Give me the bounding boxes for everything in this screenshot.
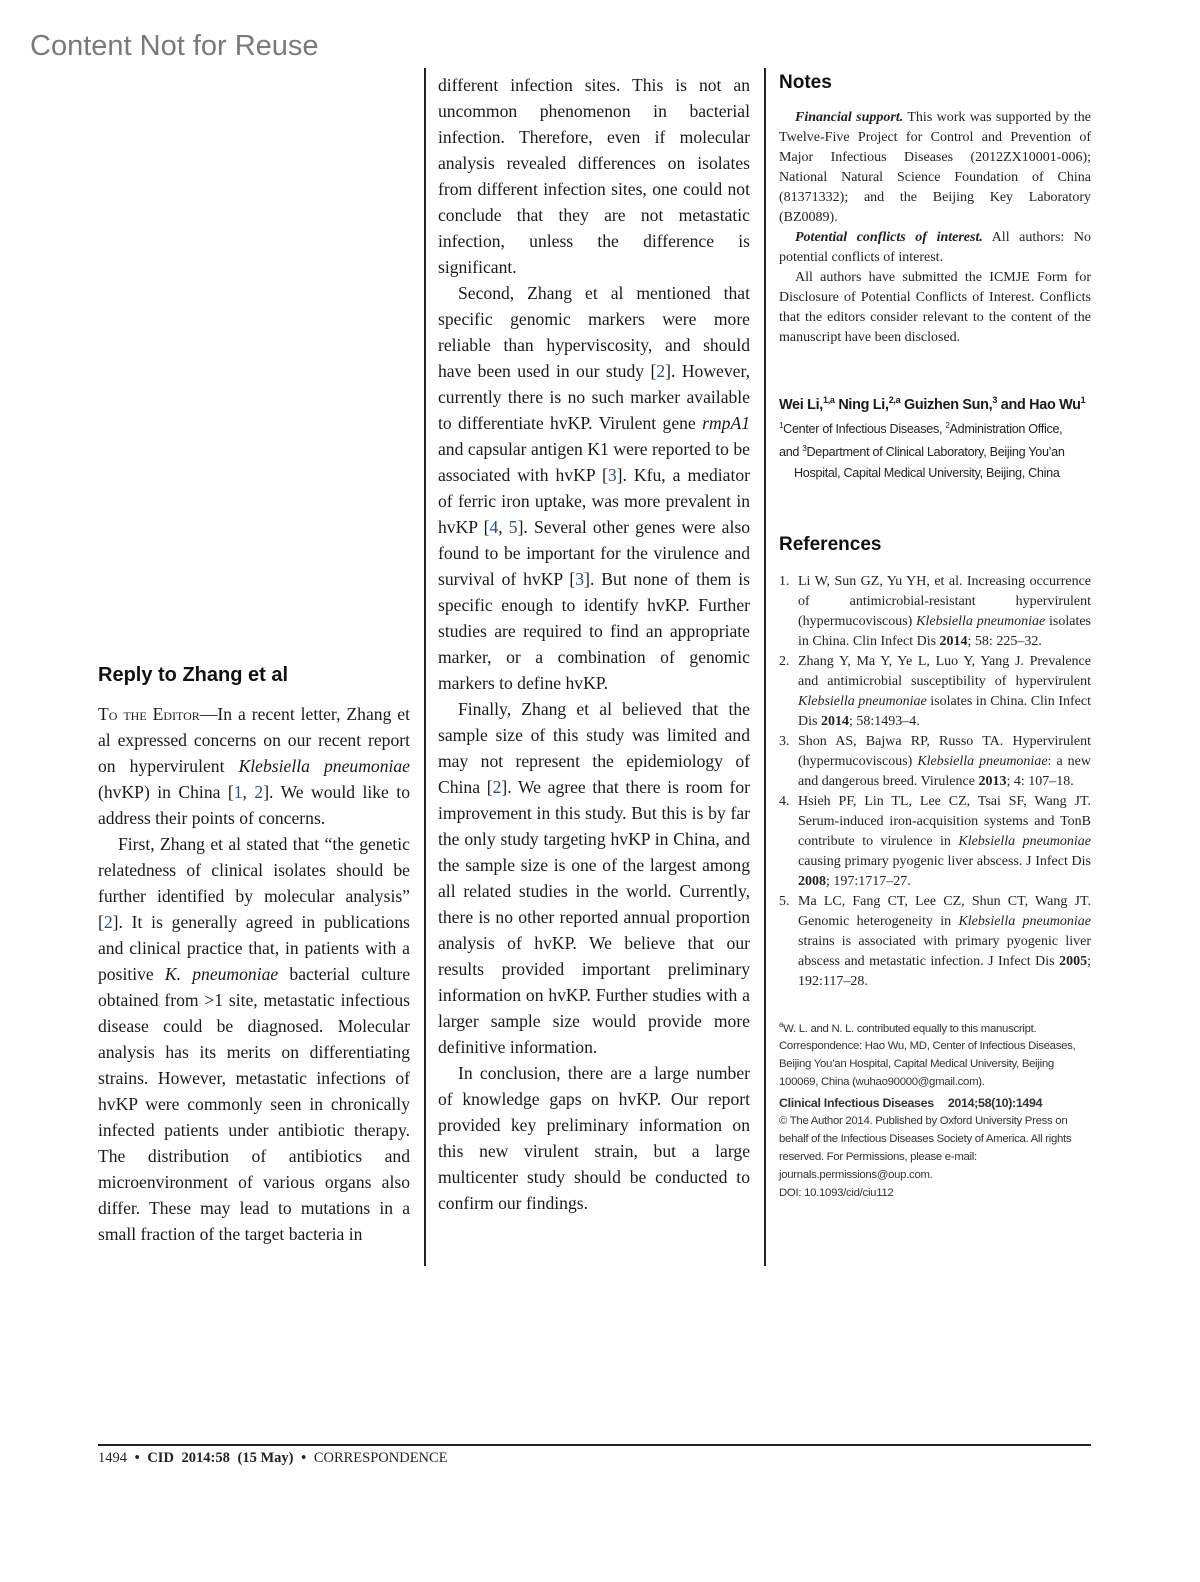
paragraph: In conclusion, there are a large number of knowledge gaps on hvKP. Our report provided key preliminary information on this new virulent strain, but a large multicenter study should be conducted to confirm our findings. [438,1063,750,1213]
sup: 2 [945,420,950,430]
text: Finally, Zhang et al believed that the sample size of this study was limited and may not represent the epidemiology of China [ [438,699,750,797]
correspondence-note: Correspondence: Hao Wu, MD, Center of Infectious Diseases, Beijing You’an Hospital, Capital Medical University, Beijing 100069, China (wuhao90000@gmail.com). [779,1040,1076,1089]
species-name: Klebsiella pneumoniae [958,833,1091,849]
reference-number: 4. [779,793,790,809]
author: Guizhen Sun, [900,396,993,413]
reference-item [779,792,1091,892]
year: 2014 [820,713,849,729]
text: Zhang Y, Ma Y, Ye L, Luo Y, Yang J. Prevalence and antimicrobial susceptibility of hypervirulent [798,653,1091,689]
affiliation-line [779,439,1091,463]
text: causing primary pyogenic liver abscess. J Infect Dis [798,853,1091,869]
sup: 1 [779,420,784,430]
icmje-statement: All authors have submitted the ICMJE Form for Disclosure of Potential Conflicts of Interest. Conflicts that the editors consider relevant to the content of the manuscript have been disclosed. [779,270,1091,345]
financial-support [779,108,1091,228]
sup: 3 [992,395,998,405]
column-divider [764,68,766,1266]
volume: 2014:58 [181,1450,230,1466]
author: Ning Li, [834,396,889,413]
conflicts-of-interest [779,228,1091,268]
reference-number: 2. [779,653,790,669]
reference-number: 5. [779,893,790,909]
text: ]. We would like to address their points of concerns. [98,782,410,828]
column-divider [424,68,426,1266]
watermark: Content Not for Reuse [30,30,319,62]
text: ]. It is generally agreed in publications and clinical practice that, in patients with a positive [98,912,410,984]
column-2 [438,72,750,1216]
text: bacterial culture obtained from >1 site, metastatic infectious disease could be diagnosed. Molecular analysis has its merits on differentiating strains. However, metastatic infections of hvKP were commonly seen in chronically infected patients under antibiotic therapy. The distribution of antibiotics and microenvironment of various organs also differ. These may lead to mutations in a small fraction of the target bacteria in [98,964,411,1244]
text: : a new and dangerous breed. Virulence [798,753,1091,789]
species-name: Klebsiella pneumoniae [798,693,927,709]
paragraph: different infection sites. This is not an uncommon phenomenon in bacterial infection. Therefore, even if molecular analysis revealed differences on isolates from different infection sites, one could not conclude that they are not metastatic infection, unless the difference is significant. [438,75,750,277]
footer-rule [98,1444,1091,1446]
text: Hsieh PF, Lin TL, Lee CZ, Tsai SF, Wang JT. Serum-induced iron-acquisition systems and TonB contribute to virulence in [798,793,1091,849]
text: ; 58: 225–32. [967,633,1042,649]
paragraph [98,701,410,831]
section-name: CORRESPONDENCE [313,1450,448,1466]
year: 2008 [798,873,826,889]
text: First, Zhang et al stated that “the genetic relatedness of clinical isolates should be further identified by molecular analysis” [ [98,834,410,932]
citation-link[interactable]: 3 [575,569,585,589]
author-list [779,395,1091,413]
reference-number: 1. [779,573,790,589]
year: 2014 [939,633,968,649]
text: Second, Zhang et al mentioned that specific genomic markers were more reliable than hyperviscosity, and should have been used in our study [ [438,283,750,381]
text: All authors: No potential conflicts of interest. [779,230,1091,265]
contribution-note [779,1016,1091,1038]
species-name: Klebsiella pneumoniae [916,613,1046,629]
text: (hvKP) in China [ [98,782,234,802]
sup: 1,a [823,395,835,405]
text: strains is associated with primary pyogenic liver abscess and metastatic infection. J Infect Dis [798,933,1091,969]
journal-name: Clinical Infectious Diseases [779,1096,934,1111]
reference-item [779,572,1091,652]
species-name: Klebsiella pneumoniae [238,756,410,776]
editor-salutation: To the Editor [98,704,200,724]
text: , [242,782,255,802]
text: Department of Clinical Laboratory, Beijing You’an [806,445,1065,460]
reference-item [779,732,1091,792]
citation-link[interactable]: 5 [508,517,518,537]
species-name: Klebsiella pneumoniae [917,753,1048,769]
citation-link[interactable]: 2 [656,361,666,381]
text: , [498,517,509,537]
author: and Hao Wu [997,396,1081,413]
article-body-start [98,701,410,1247]
author: Wei Li, [779,396,824,413]
text: Center of Infectious Diseases, [783,421,946,436]
reference-item [779,892,1091,992]
separator: • [134,1450,140,1466]
column-1 [98,664,410,1247]
text: ; 4: 107–18. [1006,773,1074,789]
article-footnotes [779,1016,1091,1203]
paragraph [438,280,750,696]
species-name: Klebsiella pneumoniae [958,913,1091,929]
citation-link[interactable]: 4 [489,517,499,537]
column-3 [779,72,1091,1202]
citation-link[interactable]: 2 [103,912,113,932]
text: ]. We agree that there is room for improvement in this study. But this is by far the only study targeting hvKP in China, and the sample size is one of the largest among all related studies in the world. Currently, there is no other reported annual proportion analysis of hvKP. We believe that our results provided important preliminary information on hvKP. Further studies with a larger sample size would provide more definitive information. [438,777,750,1057]
year: 2005 [1059,953,1088,969]
citation-link[interactable]: 3 [607,465,617,485]
affiliation-line: Hospital, Capital Medical University, Beijing, China [794,466,1060,481]
text: ]. Several other genes were also found to be important for the virulence and survival of hvKP [ [438,517,750,589]
text: ]. But none of them is specific enough to identify hvKP. Further studies are required to find an appropriate marker, or a combination of genomic markers to define hvKP. [438,569,750,693]
citation: 2014;58(10):1494 [947,1096,1043,1111]
text: Ma LC, Fang CT, Lee CZ, Shun CT, Wang JT. Genomic heterogeneity in [798,893,1091,929]
citation-link[interactable]: 2 [492,777,502,797]
label: Financial support. [795,110,904,125]
citation-link[interactable]: 1 [233,782,243,802]
sup: 2,a [888,395,901,405]
text: ; 197:1717–27. [826,873,911,889]
journal-citation [779,1094,1091,1112]
affiliation-line [779,416,1091,440]
reference-number: 3. [779,733,790,749]
references-heading: References [779,533,882,555]
page-number: 1494 [98,1450,127,1466]
gene-name: rmpA1 [702,413,750,433]
label: Potential conflicts of interest. [795,230,983,245]
text: —In a recent letter, Zhang et al expressed concerns on our recent report on hypervirulent [98,704,411,776]
text: W. L. and N. L. contributed equally to this manuscript. [783,1022,1037,1035]
article-body-continued [438,72,750,1216]
citation-link[interactable]: 2 [254,782,264,802]
journal-abbrev: CID [147,1450,174,1466]
text: and capsular antigen K1 were reported to be associated with hvKP [ [438,439,750,485]
species-name: K. pneumoniae [164,964,279,984]
sup: a [779,1019,784,1029]
text: ; 192:117–28. [798,953,1091,989]
text: Li W, Sun GZ, Yu YH, et al. Increasing occurrence of antimicrobial-resistant hypervirulent (hypermucoviscous) [798,573,1091,629]
affiliations [779,416,1091,484]
notes-heading: Notes [779,72,832,93]
notes-body [779,108,1091,348]
text: and [779,445,803,460]
text: Shon AS, Bajwa RP, Russo TA. Hypervirulent (hypermucoviscous) [798,733,1091,769]
reference-list [779,572,1091,992]
text: Administration Office, [949,421,1063,436]
reference-item [779,652,1091,732]
issue-date: (15 May) [237,1450,294,1466]
text: isolates in China. Clin Infect Dis [798,693,1091,729]
text: This work was supported by the Twelve-Five Project for Control and Prevention of Major Infectious Diseases (2012ZX10001-006); National Natural Science Foundation of China (81371332); and the Beijing Key Laboratory (BZ0089). [779,110,1091,225]
separator: • [301,1450,307,1466]
page-footer [98,1450,448,1467]
copyright-note: © The Author 2014. Published by Oxford University Press on behalf of the Infectious Diseases Society of America. All rights reserved. For Permissions, please e-mail: journals.permissions@oup.com. [779,1115,1072,1182]
article-title: Reply to Zhang et al [98,664,289,686]
text: ; 58:1493–4. [848,713,920,729]
year: 2013 [978,773,1007,789]
text: isolates in China. Clin Infect Dis [798,613,1091,649]
sup: 3 [802,444,807,454]
paragraph [438,696,750,1060]
paragraph [98,831,410,1247]
sup: 1 [1080,395,1086,405]
text: ]. Kfu, a mediator of ferric iron uptake, was more prevalent in hvKP [ [438,465,750,537]
doi: DOI: 10.1093/cid/ciu112 [779,1187,894,1200]
text: ]. However, currently there is no such marker available to differentiate hvKP. Virulent gene [438,361,750,433]
